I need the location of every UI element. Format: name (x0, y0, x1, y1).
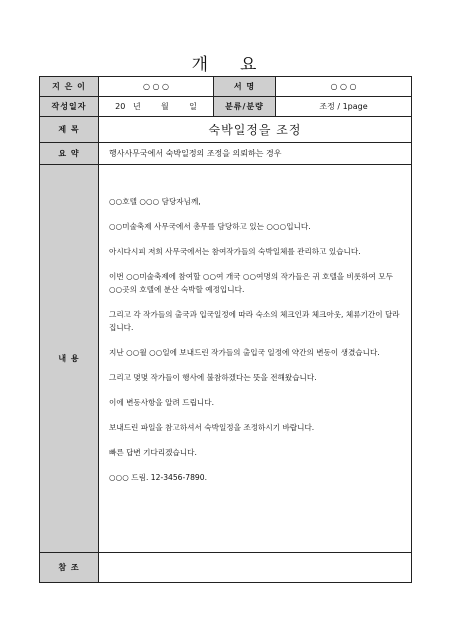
date-value (99, 97, 214, 117)
content-paragraph: 아시다시피 저희 사무국에서는 참여작가들의 숙박일체를 관리하고 있습니다. (109, 247, 361, 256)
summary-value: 행사사무국에서 숙박일정의 조정을 의뢰하는 경우 (99, 143, 412, 165)
content-row (40, 165, 412, 553)
content-label: 내 용 (40, 165, 99, 553)
subject-row (40, 117, 412, 143)
subject-label: 제 목 (40, 117, 99, 143)
content-paragraph: ○○호텔 ○○○ 담당자님께, (109, 197, 201, 206)
date-label: 작성일자 (40, 97, 99, 117)
content-paragraph: 보내드린 파일을 참고하셔서 숙박일정을 조정하시기 바랍니다. (109, 423, 315, 432)
date-year: 20 (115, 102, 126, 111)
content-paragraph: ○○○ 드림. 12-3456-7890. (109, 473, 207, 482)
content-paragraph: 그리고 몇몇 작가들이 행사에 불참하겠다는 뜻을 전해왔습니다. (109, 373, 317, 382)
date-day-unit: 일 (189, 102, 197, 111)
summary-label: 요 약 (40, 143, 99, 165)
overview-form-table (39, 76, 412, 583)
author-value: ○ ○ ○ (99, 77, 214, 97)
reference-value (99, 553, 412, 583)
content-paragraph: 빠른 답변 기다리겠습니다. (109, 448, 197, 457)
content-paragraph: 이에 변동사항을 알려 드립니다. (109, 398, 215, 407)
content-paragraph: 그리고 각 작가들의 출국과 입국일정에 따라 숙소의 체크인과 체크아웃, 체류기간이 달라집니다. (109, 310, 400, 332)
title-char-2: 요 (240, 55, 259, 75)
content-body (99, 165, 412, 553)
date-year-unit: 년 (132, 102, 141, 111)
category-label: 분류/분량 (214, 97, 276, 117)
author-label: 지 은 이 (40, 77, 99, 97)
reference-label: 참 조 (40, 553, 99, 583)
category-value: 조정 / 1page (276, 97, 412, 117)
signature-label: 서 명 (214, 77, 276, 97)
content-paragraph: 지난 ○○월 ○○일에 보내드린 작가들의 출입국 일정에 약간의 변동이 생겼습니다. (109, 348, 380, 357)
content-paragraph: 이번 ○○미술축제에 참여할 ○○여 개국 ○○여명의 작가들은 귀 호텔을 비롯하여 모두 ○○곳의 호텔에 분산 숙박할 예정입니다. (109, 272, 393, 294)
date-row (40, 97, 412, 117)
document-title (0, 50, 450, 75)
signature-value: ○ ○ ○ (276, 77, 412, 97)
author-row (40, 77, 412, 97)
reference-row (40, 553, 412, 583)
subject-value: 숙박일정을 조정 (99, 117, 412, 143)
title-char-1: 개 (191, 55, 210, 75)
content-paragraph: ○○미술축제 사무국에서 총무를 담당하고 있는 ○○○입니다. (109, 222, 311, 231)
summary-row (40, 143, 412, 165)
date-month-unit: 월 (161, 102, 169, 111)
